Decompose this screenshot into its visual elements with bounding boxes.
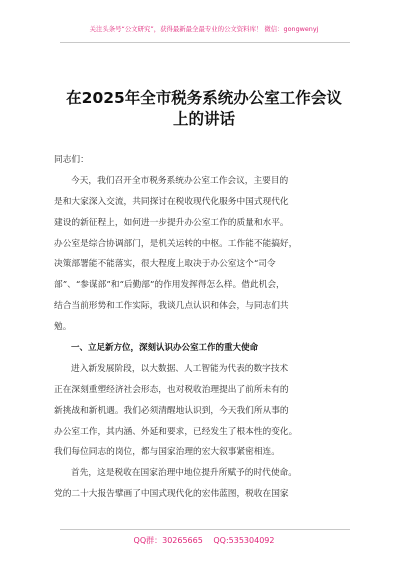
body-line: 结合当前形势和工作实际，我谈几点认识和体会，与同志们共 xyxy=(54,301,289,312)
body-line: 我们每位同志的岗位，都与国家治理的宏大叙事紧密相连。 xyxy=(54,447,280,458)
document-title xyxy=(0,88,408,130)
footer-contact xyxy=(0,535,408,546)
title-line-1: 在2025年全市税务系统办公室工作会议 xyxy=(66,89,342,107)
body-line: 勉。 xyxy=(54,322,72,333)
header-divider xyxy=(60,42,350,43)
body-line: 办公室是综合协调部门，是机关运转的中枢。工作能不能搞好， xyxy=(54,238,298,249)
body-line: 今天，我们召开全市税务系统办公室工作会议，主要目的 xyxy=(71,175,289,186)
body-line: 部”、“参谋部”和“后勤部”的作用发挥得怎么样。借此机会， xyxy=(54,280,285,291)
section-heading: 一、立足新方位，深刻认识办公室工作的重大使命 xyxy=(71,343,259,354)
body-line: 进入新发展阶段，以大数据、人工智能为代表的数字技术 xyxy=(71,363,289,374)
body-line: 决策部署能不能落实，很大程度上取决于办公室这个“司令 xyxy=(54,259,276,270)
qq-group-text: QQ群：30265665 xyxy=(133,536,203,545)
header-notice: 关注头条号“公文研究”，获得最新最全最专业的公文资料库！ 微信：gongwenyj xyxy=(89,25,319,33)
title-line-2: 上的讲话 xyxy=(172,110,235,128)
qq-text: QQ:535304092 xyxy=(213,536,275,545)
body-line: 办公室工作，其内涵、外延和要求，已经发生了根本性的变化。 xyxy=(54,426,298,437)
body-line: 是和大家深入交流，共同探讨在税收现代化服务中国式现代化 xyxy=(54,196,289,207)
body-line: 首先，这是税收在国家治理中地位提升所赋予的时代使命。 xyxy=(71,468,297,479)
body-line: 新挑战和新机遇。我们必须清醒地认识到，今天我们所从事的 xyxy=(54,405,289,416)
body-line: 正在深刻重塑经济社会形态，也对税收治理提出了前所未有的 xyxy=(54,384,289,395)
body-line: 建设的新征程上，如何进一步提升办公室工作的质量和水平。 xyxy=(54,217,289,228)
body-line: 党的二十大报告擘画了中国式现代化的宏伟蓝图，税收在国家 xyxy=(54,489,289,500)
salutation: 同志们： xyxy=(54,155,89,165)
footer-divider xyxy=(60,529,350,530)
document-body xyxy=(54,150,354,505)
